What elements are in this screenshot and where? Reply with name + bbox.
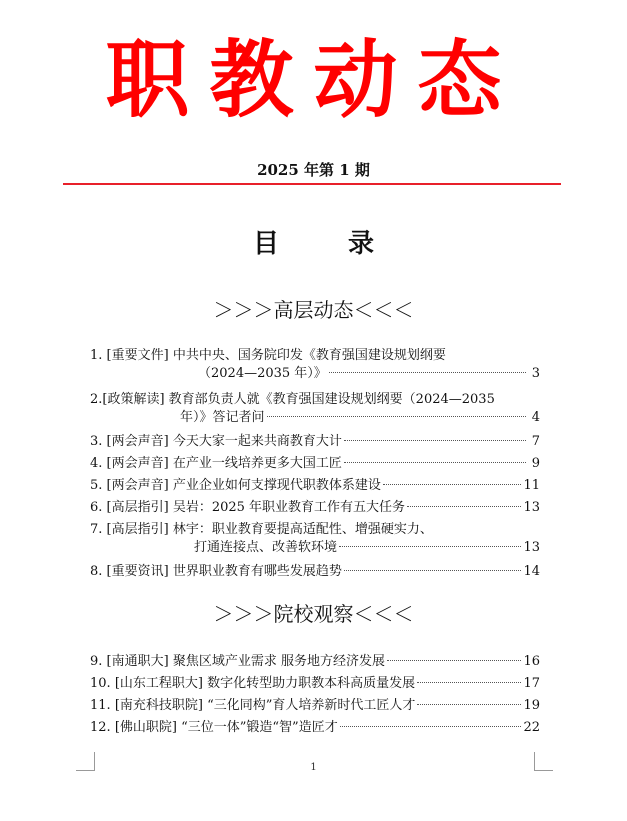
entry-page: 9 — [531, 456, 540, 471]
entry-page: 3 — [531, 366, 540, 381]
entry-number: 6. — [90, 500, 103, 515]
entry-page: 7 — [531, 434, 540, 449]
entry-number: 10. — [90, 676, 111, 691]
entry-title: [重要资讯] 世界职业教育有哪些发展趋势 — [106, 564, 342, 579]
section-heading-schools: ＞＞＞院校观察＜＜＜ — [213, 602, 414, 626]
page-number: 1 — [310, 762, 317, 773]
entry-title: [两会声音] 在产业一线培养更多大国工匠 — [106, 456, 342, 471]
toc-entry[interactable] — [90, 675, 540, 693]
entry-page: 11 — [523, 478, 540, 493]
entry-page: 19 — [523, 698, 540, 713]
leader-dots — [340, 726, 522, 727]
entry-title: [政策解读] 教育部负责人就《教育强国建设规划纲要（2024—2035 — [102, 392, 495, 407]
issue-number: 2025 年第 1 期 — [257, 161, 370, 179]
masthead-title: 职教动态 — [105, 30, 522, 129]
entry-number: 9. — [90, 654, 103, 669]
entry-title: [高层指引] 吴岩：2025 年职业教育工作有五大任务 — [106, 500, 406, 515]
entry-title: [两会声音] 产业企业如何支撑现代职教体系建设 — [106, 478, 381, 493]
entry-page: 14 — [523, 564, 540, 579]
entry-number: 5. — [90, 478, 103, 493]
entry-page: 16 — [523, 654, 540, 669]
entry-title: [重要文件] 中共中央、国务院印发《教育强国建设规划纲要 — [106, 348, 446, 363]
entry-title: [佛山职院] “三位一体”锻造“智”造匠才 — [114, 720, 338, 735]
entry-page: 17 — [523, 676, 540, 691]
entry-number: 11. — [90, 698, 111, 713]
entry-title-cont: 打通连接点、改善软环境 — [194, 540, 338, 555]
entry-title: [南充科技职院] “三化同构”育人培养新时代工匠人才 — [114, 698, 416, 713]
entry-number: 2. — [90, 392, 103, 407]
entry-number: 3. — [90, 434, 103, 449]
toc-entry[interactable] — [90, 563, 540, 581]
entry-title-cont: 年）》答记者问 — [180, 410, 265, 425]
toc-entry[interactable] — [90, 697, 540, 715]
entry-number: 7. — [90, 522, 103, 537]
leader-dots — [344, 440, 526, 441]
entry-page: 4 — [531, 410, 540, 425]
leader-dots — [344, 570, 522, 571]
toc-entry[interactable] — [90, 499, 540, 517]
leader-dots — [387, 660, 521, 661]
entry-page: 22 — [523, 720, 540, 735]
header-divider — [63, 183, 561, 185]
toc-entry[interactable] — [90, 455, 540, 473]
leader-dots — [339, 546, 521, 547]
leader-dots — [417, 682, 521, 683]
toc-entry[interactable] — [90, 477, 540, 495]
leader-dots — [417, 704, 521, 705]
toc-entry[interactable] — [90, 719, 540, 737]
entry-page: 13 — [523, 500, 540, 515]
toc-entry[interactable] — [90, 347, 540, 383]
entry-title: [两会声音] 今天大家一起来共商教育大计 — [106, 434, 342, 449]
leader-dots — [407, 506, 521, 507]
entry-title: [山东工程职大] 数字化转型助力职教本科高质量发展 — [114, 676, 416, 691]
section-heading-leadership: ＞＞＞高层动态＜＜＜ — [213, 298, 414, 322]
toc-title: 目 录 — [252, 229, 405, 259]
leader-dots — [329, 372, 526, 373]
toc-entry[interactable] — [90, 433, 540, 451]
entry-number: 4. — [90, 456, 103, 471]
entry-title-cont: （2024—2035 年）》 — [198, 366, 327, 381]
entry-title: [南通职大] 聚焦区域产业需求 服务地方经济发展 — [106, 654, 385, 669]
entry-number: 8. — [90, 564, 103, 579]
entry-number: 1. — [90, 348, 103, 363]
toc-entry[interactable] — [90, 391, 540, 427]
leader-dots — [344, 462, 526, 463]
leader-dots — [267, 416, 526, 417]
entry-page: 13 — [523, 540, 540, 555]
toc-entry[interactable] — [90, 521, 540, 557]
toc-entry[interactable] — [90, 653, 540, 671]
entry-number: 12. — [90, 720, 111, 735]
leader-dots — [383, 484, 522, 485]
entry-title: [高层指引] 林宇：职业教育要提高适配性、增强硬实力、 — [106, 522, 433, 537]
